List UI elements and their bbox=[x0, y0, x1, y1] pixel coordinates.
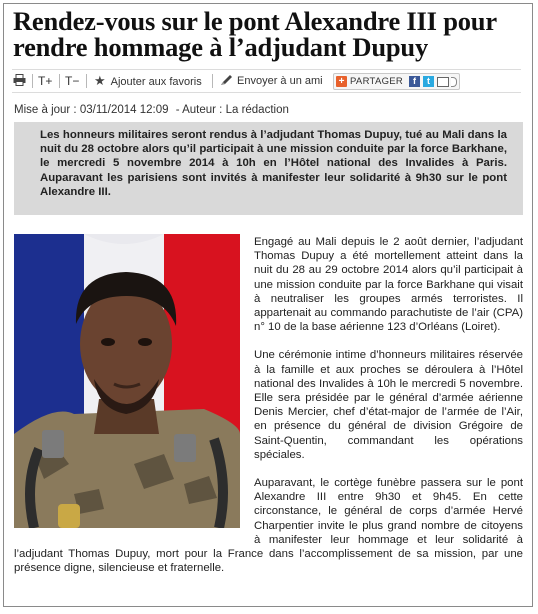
share-widget[interactable] bbox=[333, 73, 460, 90]
facebook-icon[interactable]: f bbox=[409, 76, 420, 87]
favorites-link[interactable] bbox=[94, 70, 202, 92]
counter-bubble-icon bbox=[451, 77, 457, 87]
font-decrease-button[interactable]: T− bbox=[65, 74, 80, 88]
share-plus-icon: + bbox=[336, 76, 347, 87]
print-button[interactable] bbox=[13, 70, 26, 92]
favorites-label: Ajouter aux favoris bbox=[110, 76, 202, 88]
send-to-friend-label: Envoyer à un ami bbox=[237, 75, 323, 87]
font-increase-button[interactable]: T+ bbox=[38, 74, 53, 88]
author-line: - Auteur : La rédaction bbox=[175, 104, 289, 116]
pen-icon bbox=[220, 74, 233, 86]
printer-icon bbox=[13, 74, 26, 86]
body-paragraph: Auparavant, le cortège funèbre passera sur le pont Alexandre III entre 9h30 et 9h45. En cette circonstance, le général de corps d’armée Hervé Charpentier invite le plus grand nombre de citoyens à manifester leur hommage et leur solidarité à l’adjudant Thomas Dupuy, mort pour la France dans l’accomplissement de sa mission, par une présence digne, silencieuse et fraternelle. bbox=[14, 477, 523, 575]
toolbar-divider bbox=[86, 74, 87, 88]
send-to-friend-link[interactable] bbox=[220, 70, 323, 92]
body-paragraph: Engagé au Mali depuis le 2 août dernier, l’adjudant Thomas Dupuy a été mortellement atteint dans la nuit du 28 au 29 octobre 2014 alors qu’il participait à une mission conduite par la force Barkhane qui visait à neutraliser les groupes armés terroristes. Il appartenait au commando parachutiste de l’air (CPA) n° 10 de la base aérienne 123 d’Orléans (Loiret). bbox=[254, 236, 523, 334]
article-lead: Les honneurs militaires seront rendus à l’adjudant Thomas Dupuy, tué au Mali dans la nuit du 28 octobre alors qu’il participait à une mission conduite par la force Barkhane, le mercredi 5 novembre 2014 à 10h en l’Hôtel national des Invalides à Paris. Auparavant les parisiens sont invités à manifester leur solidarité à 9h30 sur le pont Alexandre III. bbox=[14, 122, 523, 215]
email-icon[interactable] bbox=[437, 77, 449, 87]
toolbar-divider bbox=[59, 74, 60, 88]
article-meta bbox=[14, 104, 289, 116]
update-date: Mise à jour : 03/11/2014 12:09 bbox=[14, 104, 169, 116]
article-toolbar bbox=[12, 69, 521, 93]
toolbar-divider bbox=[32, 74, 33, 88]
body-paragraph: Une cérémonie intime d’honneurs militaires réservée à la famille et aux proches se déroulera à l’Hôtel national des Invalides à 10h le mercredi 5 novembre. Elle sera présidée par le général d’armée aérienne Denis Mercier, chef d’état-major de l’armée de l’Air, en présence du général de division Grégoire de Saint-Quentin, commandant les opérations spéciales. bbox=[254, 349, 523, 461]
photo-float-spacer bbox=[14, 235, 254, 538]
star-icon: ★ bbox=[94, 73, 106, 88]
article-title: Rendez-vous sur le pont Alexandre III pour rendre hommage à l’adjudant Dupuy bbox=[13, 6, 497, 62]
share-label: PARTAGER bbox=[350, 76, 404, 87]
article-body bbox=[14, 235, 523, 589]
toolbar-divider bbox=[212, 74, 213, 88]
twitter-icon[interactable]: t bbox=[423, 76, 434, 87]
